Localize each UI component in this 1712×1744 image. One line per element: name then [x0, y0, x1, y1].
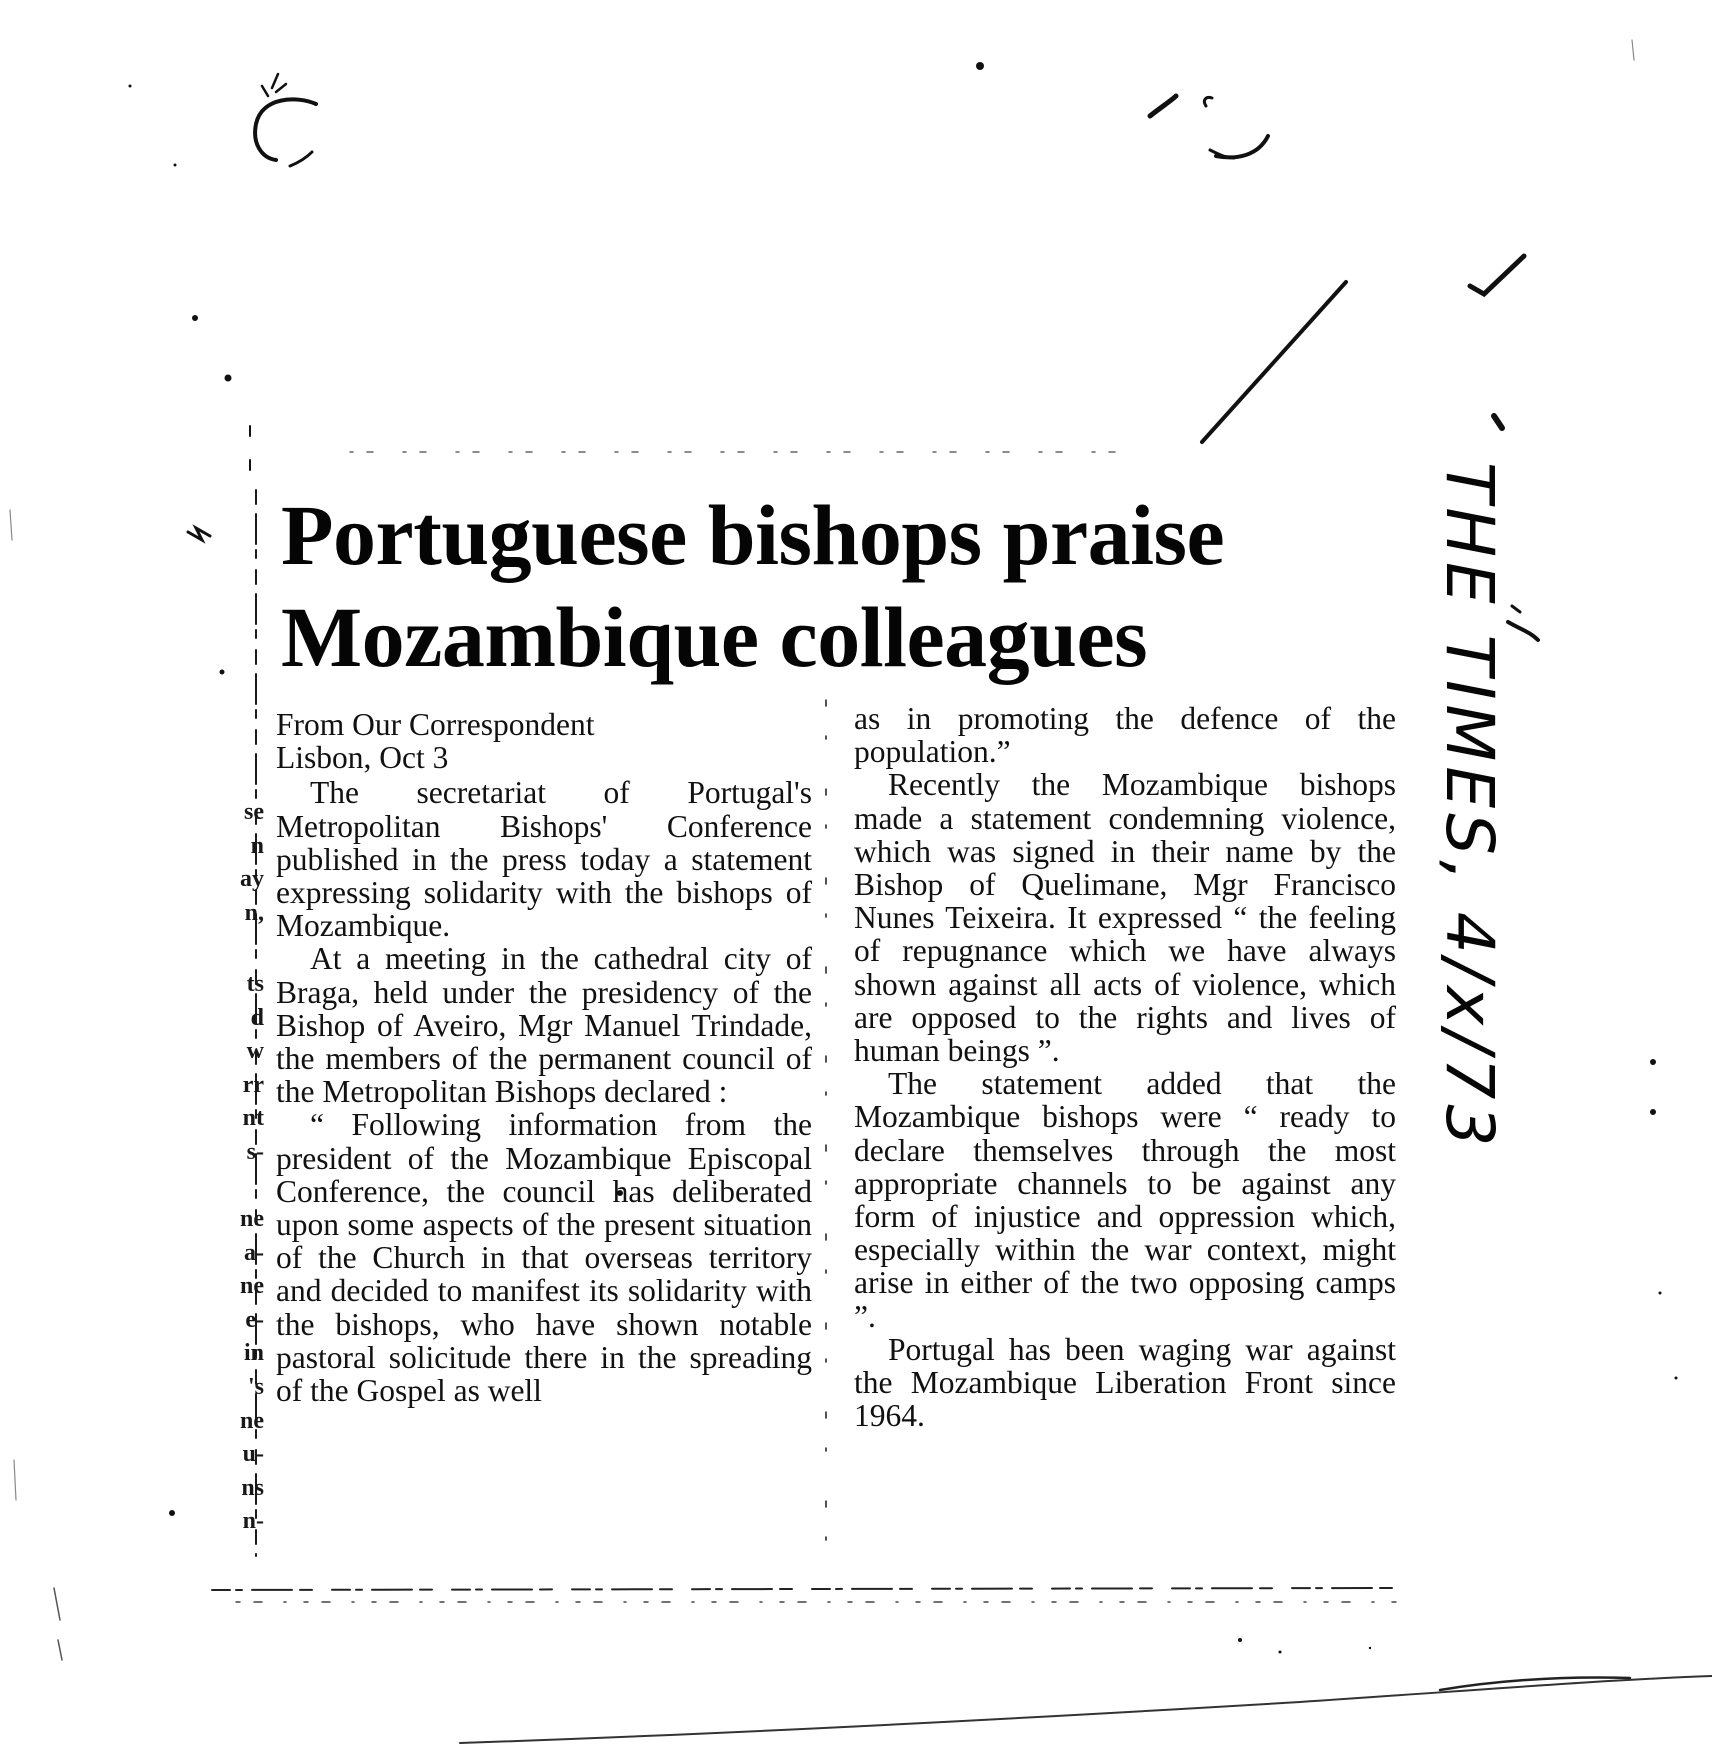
fragment-text: nt: [242, 1105, 264, 1132]
fragment-text: ne: [240, 1206, 264, 1232]
fragment-text: s-: [246, 1138, 264, 1165]
fragment-text: se: [244, 799, 264, 825]
article-paragraph: The statement added that the Mozambique bishops were “ ready to declare themselves through the most appropriate channels to be against any form of injustice and oppression which, especially within the war context, might arise in either of the two opposing camps ”.: [854, 1066, 1396, 1334]
fragment-text: 's: [247, 1373, 264, 1400]
fragment-text: ts: [246, 971, 264, 997]
fragment-text: u-: [242, 1441, 264, 1468]
fragment-text: w: [246, 1038, 264, 1065]
article-paragraph: The secretariat of Portugal's Metropolitan Bishops' Conference published in the press today a statement expressing solidarity with the bishops of Mozambique.: [276, 775, 812, 944]
fragment-text: a-: [244, 1239, 264, 1266]
article-paragraph: Portugal has been waging war against the Mozambique Liberation Front since 1964.: [854, 1331, 1396, 1434]
fragment-text: ne: [240, 1407, 264, 1434]
adjacent-column-fragments: [204, 968, 264, 1170]
fragment-text: in: [243, 1340, 264, 1367]
fragment-text: rr: [242, 1071, 264, 1098]
fragment-text: ns: [241, 1474, 264, 1501]
article-paragraph: “ Following information from the president of the Mozambique Episcopal Conference, the council has deliberated upon some aspects of the present situation of the Church in that overseas territory and decided to manifest its solidarity with the bishops, who have shown notable pastoral solicitude there in the spreading of the Gospel as well: [276, 1107, 812, 1409]
headline-line-1: Portuguese bishops praise: [281, 487, 1225, 583]
fragment-text: e-: [245, 1306, 264, 1333]
article-column-right: [854, 702, 1396, 1432]
byline-dateline: Lisbon, Oct 3: [276, 740, 449, 776]
adjacent-column-fragments: [204, 796, 264, 930]
article-paragraph: Recently the Mozambique bishops made a statement condemning violence, which was signed in their name by the Bishop of Quelimane, Mgr Francisco Nunes Teixeira. It expressed “ the feeling of repugnance which we have always shown against all acts of violence, which are opposed to the rights and lives of human beings ”.: [854, 767, 1396, 1069]
fragment-text: n-: [242, 1508, 264, 1535]
headline-line-2: Mozambique colleagues: [281, 589, 1148, 685]
article-column-left: [276, 708, 812, 1407]
headline: [281, 484, 1391, 688]
article-paragraph: At a meeting in the cathedral city of Braga, held under the presidency of the Bishop of Aveiro, Mgr Manuel Trindade, the members of the permanent council of the Metropolitan Bishops declared :: [276, 941, 812, 1110]
byline: [276, 708, 812, 774]
fragment-text: ne: [240, 1273, 264, 1300]
article-paragraph: as in promoting the defence of the population.”: [854, 701, 1396, 770]
byline-author: From Our Correspondent: [276, 707, 595, 742]
handwritten-source-note: THE TIMES, 4/x/73: [1431, 462, 1508, 1152]
fragment-text: ay: [240, 866, 264, 893]
fragment-text: d: [250, 1004, 264, 1031]
fragment-text: n,: [244, 899, 264, 926]
adjacent-column-fragments: [204, 1203, 264, 1539]
fragment-text: n: [250, 832, 264, 859]
